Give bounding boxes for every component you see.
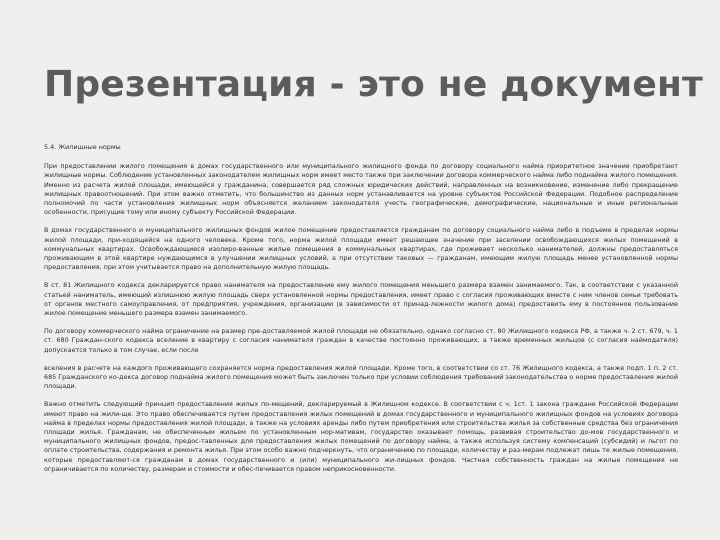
- paragraph: По договору коммерческого найма ограничение на размер пре-доставляемой жилой площади не обязательно, однако согласно ст. 80 Жилищного кодекса РФ, а также ч. 2 ст. 679, ч. 1 ст. 680 Граждан-ского кодекса вселение в квартиру с согласия нанимателя граждан в качестве постоянно проживающих, а также временных жильцов (с согласия наймодателя) допускается только в том случае, если после: [44, 327, 678, 354]
- paragraph: В домах государственного и муниципального жилищных фондов жилое помещение предоставляется гражданам по договору социального найма либо в подъеме в пределах нормы жилой площади, при-ходящейся на одного человека. Кроме того, норма жилой площади имеет решающее значение при заселении освобождающихся жилых помещений в коммунальных квартирах. Освобождающиеся изолиро-ванные жилые помещения в коммунальных квартирах, где проживает несколько нанимателей, должны предоставляться проживающим в этой квартире нуждающимся в улучшении жилищных условий, а при отсутствии таковых — гражданам, имеющим жилую площадь менее установленной нормы предоставления, при этом учитывается право на дополнительную жилую площадь.: [44, 226, 678, 272]
- paragraph: Важно отметить следующий принцип предоставления жилых по-мещений, декларируемый в Жилищном кодексе. В соответствии с ч. 1ст. 1 закона граждане Российской Федерации имеют право на жили-ще. Это право обеспечивается путем предоставления жилых помещений в домах государственного и муниципального жилищных фондов на условиях договора найма в пределах нормы предоставления жилой площади, а также на условиях аренды либо путем приобретения или строительства жилья за собственные средства без ограничения площади жилья. Гражданам, не обеспеченным жильем по установленным нор-мативам, государство оказывает помощь, развивая строительство до-мов государственного и муниципального жилищных фондов, предос-тавленных для предоставления жилых помещений по договору найма, а также используя систему компенсаций (субсидий) и льгот по оплате строительства, содержания и ремонта жилья. При этом особо важно подчеркнуть, что ограничению по площади, количеству и раз-мерам подлежат лишь те жилые помещения, которые предоставляют-ся гражданам в домах государственного и (или) муниципального жи-лищных фондов. Частная собственность граждан на жилые помещения не ограничивается по количеству, размерам и стоимости и обес-печивается правом неприкосновенности.: [44, 400, 678, 473]
- slide-title: Презентация - это не документ: [44, 64, 704, 105]
- paragraph: В ст. 81 Жилищного кодекса декларируется право нанимателя на предоставление ему жилого помещения меньшего размера взамен занимаемого. Так, в соответствии с указанной статьей наниматель, имеющий излишнюю жилую площадь сверх установленной нормы предоставления, имеет право с согласия проживающих вместе с ним членов семьи требовать от органов местного самоуправления, от предприятия, учреждения, организации (в зависимости от принад-лежности жилого дома) предоставить ему в постоянное пользование жилое помещение меньшего размера взамен занимаемого.: [44, 281, 678, 318]
- paragraph: вселения в расчете на каждого проживающего сохраняется норма предоставления жилой площади. Кроме того, в соответствии со ст. 76 Жилищного кодекса, а также подп. 1 п. 2 ст. 685 Гражданского ко-декса договор поднайма жилого помещения может быть заключен только при условии соблюдения требований законодательства о норме предоставления жилой площади.: [44, 363, 678, 391]
- document-body: [44, 143, 678, 483]
- paragraph: При предоставлении жилого помещения в домах государственного или муниципального жилищного фонда по договору социального найма приоритетное значение приобретают жилищные нормы. Соблюдение установленных законодателем жилищных норм имеет место также при заключении договора коммерческого найма либо поднайма жилого помещения. Именно из расчета жилой площади, имеющейся у гражданина, совершается ряд сложных юридических действий, направленных на возникновение, изменение либо прекращение жилищных правоотношений. При этом важно отметить, что большинство из данных норм устанавливается на уровне субъектов Российской Федерации. Подобное распределение полномочий по части установления жилищных норм объясняется желанием законодателя учесть географические, демографические, национальные и иные региональные особенности, присущие тому или иному субъекту Российской Федерации.: [44, 162, 678, 217]
- section-heading: 5.4. Жилищные нормы: [44, 143, 121, 151]
